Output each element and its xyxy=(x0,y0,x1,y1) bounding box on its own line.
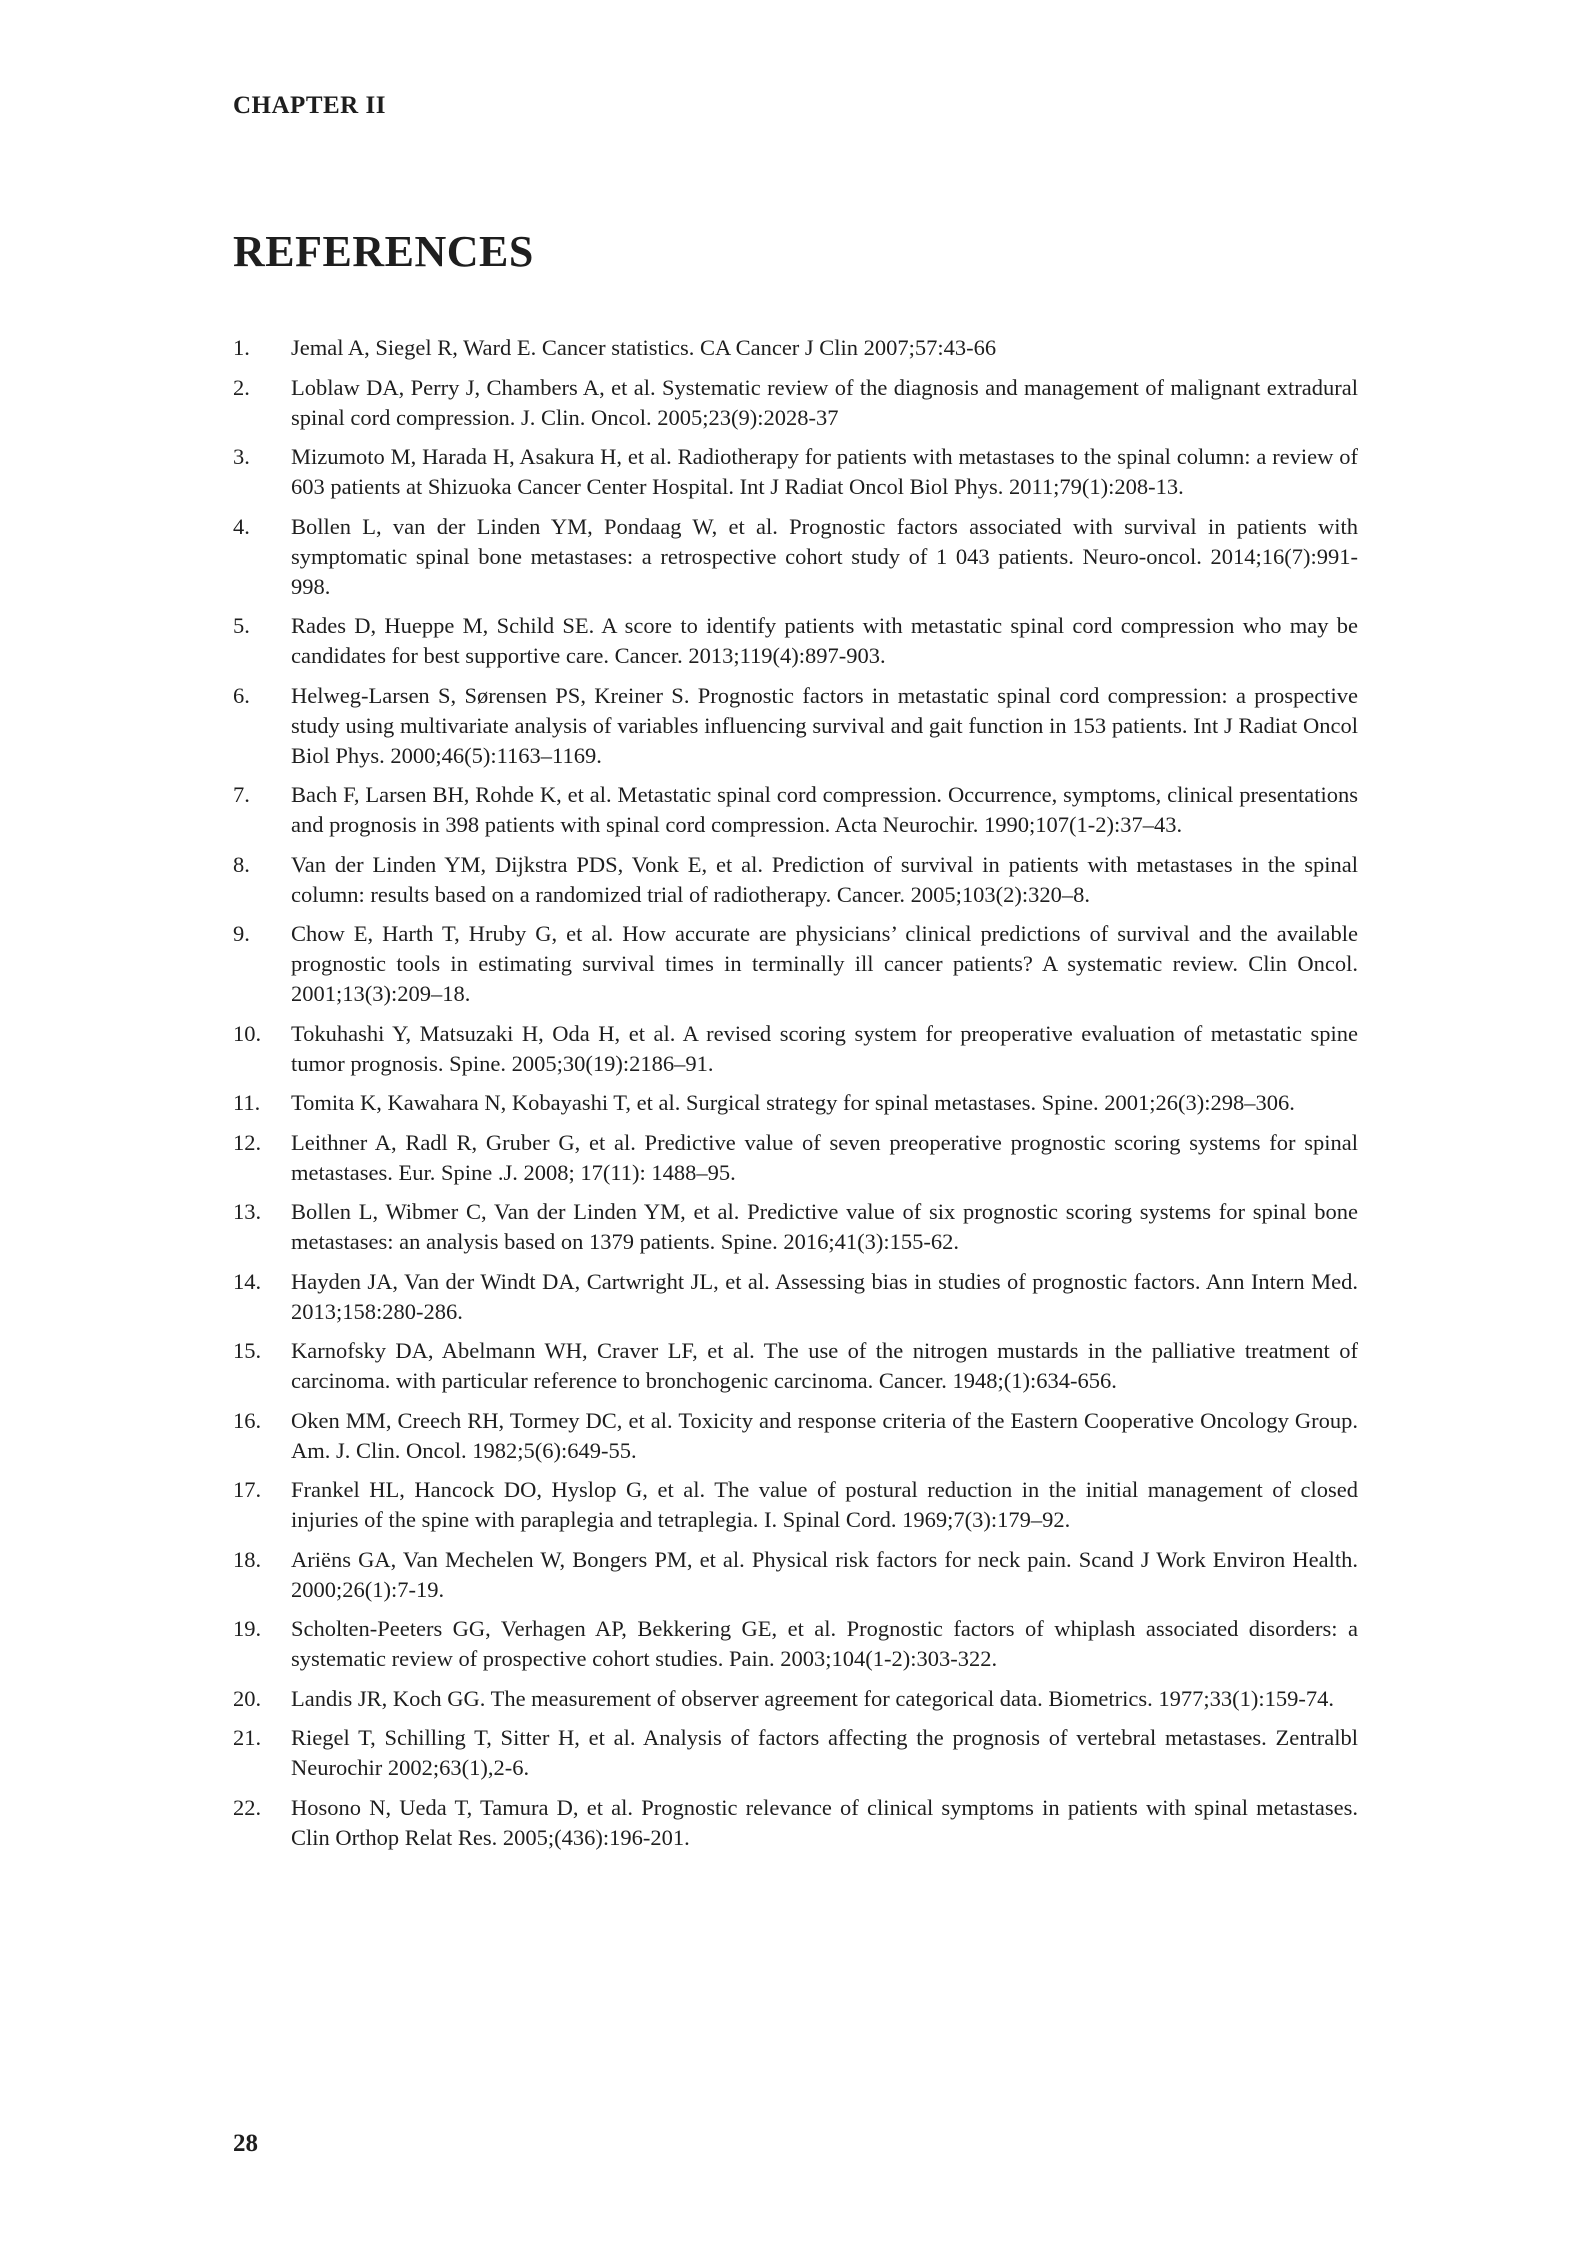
reference-item xyxy=(233,1684,1358,1714)
reference-text: Tomita K, Kawahara N, Kobayashi T, et al. Surgical strategy for spinal metastases. Spine. 2001;26(3):298–306. xyxy=(291,1090,1295,1115)
reference-item xyxy=(233,1614,1358,1674)
reference-text: Hayden JA, Van der Windt DA, Cartwright JL, et al. Assessing bias in studies of prognostic factors. Ann Intern Med. 2013;158:280-286. xyxy=(291,1268,1358,1324)
reference-item xyxy=(233,681,1358,771)
reference-text: Hosono N, Ueda T, Tamura D, et al. Prognostic relevance of clinical symptoms in patients with spinal metastases. Clin Orthop Relat Res. 2005;(436):196-201. xyxy=(291,1794,1358,1850)
reference-number: 3. xyxy=(233,444,250,469)
page-title: REFERENCES xyxy=(233,227,534,276)
reference-number: 1. xyxy=(233,335,250,360)
reference-text: Landis JR, Koch GG. The measurement of observer agreement for categorical data. Biometrics. 1977;33(1):159-74. xyxy=(291,1685,1335,1711)
reference-item xyxy=(233,1019,1358,1079)
reference-text: Bollen L, Wibmer C, Van der Linden YM, et al. Predictive value of six prognostic scoring systems for spinal bone metastases: an analysis based on 1379 patients. Spine. 2016;41(3):155-62. xyxy=(291,1199,1358,1254)
reference-item xyxy=(233,1128,1358,1188)
reference-text: Scholten-Peeters GG, Verhagen AP, Bekkering GE, et al. Prognostic factors of whiplash associated disorders: a systematic review of prospective cohort studies. Pain. 2003;104(1-2):303-322. xyxy=(291,1616,1358,1671)
reference-number: 5. xyxy=(233,613,250,638)
reference-item xyxy=(233,1793,1358,1853)
reference-number: 4. xyxy=(233,513,250,539)
reference-item xyxy=(233,1545,1358,1605)
reference-number: 8. xyxy=(233,851,250,877)
reference-number: 22. xyxy=(233,1794,262,1820)
reference-number: 20. xyxy=(233,1685,262,1711)
reference-item xyxy=(233,442,1358,502)
reference-text: Van der Linden YM, Dijkstra PDS, Vonk E, et al. Prediction of survival in patients with metastases in the spinal column: results based on a randomized trial of radiotherapy. Cancer. 2005;103(2):320–8. xyxy=(291,851,1358,907)
reference-list xyxy=(233,333,1358,1862)
reference-text: Bach F, Larsen BH, Rohde K, et al. Metastatic spinal cord compression. Occurrence, symptoms, clinical presentations and prognosis in 398 patients with spinal cord compression. Acta Neurochir. 1990;107(1-2):37–43. xyxy=(291,782,1358,837)
reference-number: 14. xyxy=(233,1268,262,1294)
reference-item xyxy=(233,919,1358,1009)
reference-number: 10. xyxy=(233,1020,262,1046)
reference-item xyxy=(233,1475,1358,1535)
reference-text: Karnofsky DA, Abelmann WH, Craver LF, et al. The use of the nitrogen mustards in the palliative treatment of carcinoma. with particular reference to bronchogenic carcinoma. Cancer. 1948;(1):634-656. xyxy=(291,1338,1358,1393)
reference-number: 19. xyxy=(233,1616,262,1641)
page-number: 28 xyxy=(233,2130,258,2157)
reference-number: 12. xyxy=(233,1129,262,1155)
reference-item xyxy=(233,611,1358,671)
reference-text: Loblaw DA, Perry J, Chambers A, et al. Systematic review of the diagnosis and management of malignant extradural spinal cord compression. J. Clin. Oncol. 2005;23(9):2028-37 xyxy=(291,374,1358,430)
reference-item xyxy=(233,1197,1358,1257)
reference-item xyxy=(233,512,1358,602)
reference-text: Frankel HL, Hancock DO, Hyslop G, et al. The value of postural reduction in the initial management of closed injuries of the spine with paraplegia and tetraplegia. I. Spinal Cord. 1969;7(3):179–92. xyxy=(291,1477,1358,1532)
reference-number: 15. xyxy=(233,1338,262,1363)
reference-item xyxy=(233,850,1358,910)
reference-number: 17. xyxy=(233,1477,262,1502)
reference-number: 21. xyxy=(233,1725,262,1750)
reference-item xyxy=(233,780,1358,840)
reference-item xyxy=(233,1336,1358,1396)
reference-text: Mizumoto M, Harada H, Asakura H, et al. Radiotherapy for patients with metastases to the spinal column: a review of 603 patients at Shizuoka Cancer Center Hospital. Int J Radiat Oncol Biol Phys. 2011;79(1):208-13. xyxy=(291,444,1358,499)
reference-number: 11. xyxy=(233,1090,261,1115)
reference-item xyxy=(233,373,1358,433)
reference-text: Helweg-Larsen S, Sørensen PS, Kreiner S. Prognostic factors in metastatic spinal cord compression: a prospective study using multivariate analysis of variables influencing survival and gait function in 153 patients. Int J Radiat Oncol Biol Phys. 2000;46(5):1163–1169. xyxy=(291,682,1358,768)
reference-text: Ariëns GA, Van Mechelen W, Bongers PM, et al. Physical risk factors for neck pain. Scand J Work Environ Health. 2000;26(1):7-19. xyxy=(291,1546,1358,1602)
reference-text: Jemal A, Siegel R, Ward E. Cancer statistics. CA Cancer J Clin 2007;57:43-66 xyxy=(291,335,997,360)
reference-item xyxy=(233,1088,1358,1118)
reference-text: Oken MM, Creech RH, Tormey DC, et al. Toxicity and response criteria of the Eastern Cooperative Oncology Group. Am. J. Clin. Oncol. 1982;5(6):649-55. xyxy=(291,1407,1358,1463)
reference-item xyxy=(233,1723,1358,1783)
reference-number: 16. xyxy=(233,1407,262,1433)
reference-text: Leithner A, Radl R, Gruber G, et al. Predictive value of seven preoperative prognostic scoring systems for spinal metastases. Eur. Spine .J. 2008; 17(11): 1488–95. xyxy=(291,1129,1358,1185)
reference-number: 18. xyxy=(233,1546,262,1572)
reference-number: 7. xyxy=(233,782,250,807)
reference-text: Rades D, Hueppe M, Schild SE. A score to identify patients with metastatic spinal cord compression who may be candidates for best supportive care. Cancer. 2013;119(4):897-903. xyxy=(291,613,1358,668)
reference-text: Chow E, Harth T, Hruby G, et al. How accurate are physicians’ clinical predictions of survival and the available prognostic tools in estimating survival times in terminally ill cancer patients? A systematic review. Clin Oncol. 2001;13(3):209–18. xyxy=(291,921,1358,1006)
reference-item xyxy=(233,333,1358,363)
reference-number: 9. xyxy=(233,921,250,946)
reference-number: 6. xyxy=(233,682,250,708)
reference-text: Riegel T, Schilling T, Sitter H, et al. Analysis of factors affecting the prognosis of vertebral metastases. Zentralbl Neurochir 2002;63(1),2-6. xyxy=(291,1725,1358,1780)
chapter-heading: CHAPTER II xyxy=(233,92,386,119)
reference-number: 2. xyxy=(233,374,250,400)
reference-text: Bollen L, van der Linden YM, Pondaag W, et al. Prognostic factors associated with survival in patients with symptomatic spinal bone metastases: a retrospective cohort study of 1 043 patients. Neuro-oncol. 2014;16(7):991-998. xyxy=(291,513,1358,599)
reference-item xyxy=(233,1406,1358,1466)
reference-item xyxy=(233,1267,1358,1327)
reference-number: 13. xyxy=(233,1199,262,1224)
reference-text: Tokuhashi Y, Matsuzaki H, Oda H, et al. A revised scoring system for preoperative evaluation of metastatic spine tumor prognosis. Spine. 2005;30(19):2186–91. xyxy=(291,1020,1358,1076)
